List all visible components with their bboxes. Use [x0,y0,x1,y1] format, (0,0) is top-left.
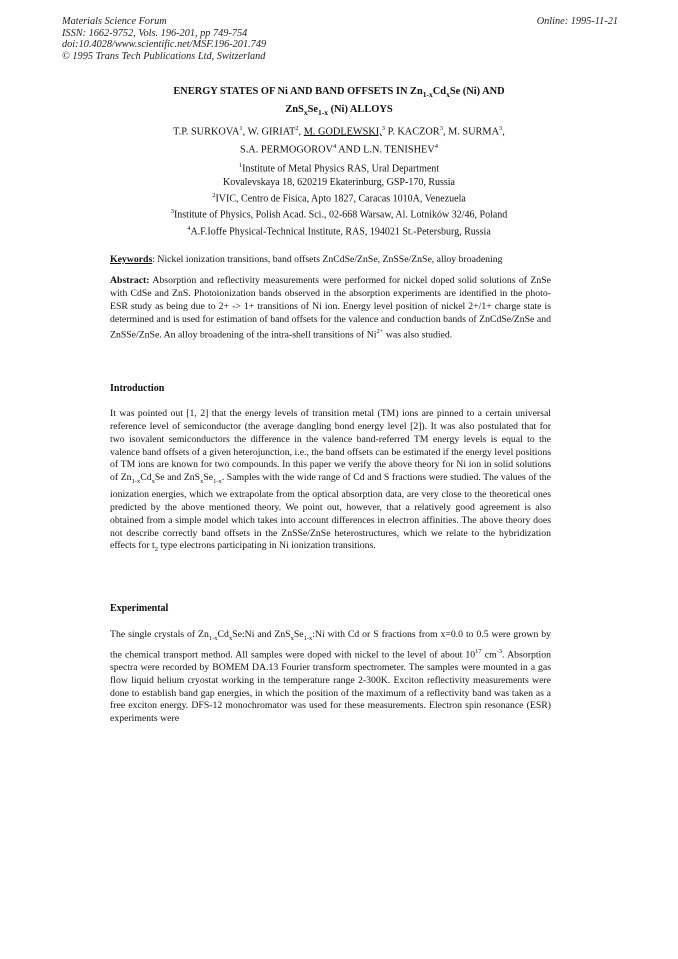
abstract-text: Absorption and reflectivity measurements were performed for nickel doped solid solutions of ZnSe with CdSe and ZnS. Photoionization bands observed in the absorption experiments are identified in the photo-ESR study as being due to 2+ -> 1+ transitions of Ni ion. Energy level position of nickel 2+/1+ charge state is determined and is used for estimation of band offsets for the valence and conduction bands of ZnCdSe/ZnSe and ZnSSe/ZnSe. An alloy broadening of the intra-shell transitions of Ni [110,275,551,341]
journal-name: Materials Science Forum [62,16,167,27]
author: P. KACZOR [387,126,440,138]
author-corresponding: M. GODLEWSKI, [303,126,382,138]
author: M. SURMA [448,126,500,138]
copyright-line: © 1995 Trans Tech Publications Ltd, Switzerland [62,50,266,62]
experimental-paragraph: The single crystals of $Zn_{1-x}Cd_xSe:Ni$ and $ZnS_xSe_{1-x}:Ni$ with Cd or S fractions from x=0.0 to 0.5 were grown by the chemical transport method. All samples were doped with nickel to the level of about $10^{17}$ $cm^{-3}$. Absorption spectra were recorded by BOMEM DA.13 Fourier transform spectrometer. The samples were mounted in a gas flow liquid helium cryostat working in the temperature range 2-300K. Exciton reflectivity measurements were done to establish band gap energies, in which the position of the maximum of a reflectivity band was taken as a free exciton energy. DFS-12 monochromator was used for these measurements. Electron spin resonance (ESR) experiments were [110,629,552,725]
author: T.P. SURKOVA [173,126,240,138]
abstract: Abstract: Absorption and reflectivity measurements were performed for nickel doped solid solutions of ZnSe with CdSe and ZnS. Photoionization bands observed in the absorption experiments are identified in the photo-ESR study as being due to 2+ -> 1+ transitions of Ni ion. Energy level position of nickel 2+/1+ charge state is determined and is used for estimation of band offsets for the valence and conduction bands of ZnCdSe/ZnSe and ZnSSe/ZnSe. An alloy broadening of the intra-shell transitions of $Ni^{2+}$ was also studied. [110,275,551,341]
affiliation-address: Kovalevskaya 18, 620219 Ekaterinburg, GSP-170, Russia [222,176,455,188]
affiliation: $^3$Institute of Physics, Polish Acad. Sci., 02-668 Warsaw, Al. Lotników 32/46, Poland [170,208,508,221]
affiliation: $^1$Institute of Metal Physics RAS, Ural Department [238,162,440,175]
section-heading-introduction: Introduction [110,383,165,394]
online-date: Online: 1995-11-21 [536,16,618,27]
introduction-paragraph: It was pointed out [1, 2] that the energy levels of transition metal (TM) ions are pinned to a certain universal reference level of semiconductor (the average dangling bond energy level [2]). It was also postulated that for two isovalent semiconductors the difference in the valence band-referred TM energy levels is equal to the valence band offsets of a given heterojunction, i.e., the band offsets can be estimated if the energy level positions of TM ions are known for two compounds. In this paper we verify the above theory for Ni ion in solid solutions of $Zn_{1-x}Cd_xSe$ and $ZnS_xSe_{1-x}$. Samples with the wide range of Cd and S fractions were studied. The values of the ionization energies, which we extrapolate from the optical absorption data, are very close to the theoretical ones predicted by the above mentioned theory. We point out, however, that a relatively good agreement is also obtained from a simple model which takes into account differences in electron affinities. The above theory does not describe correctly band offsets in the ZnSSe/ZnSe heterostructures, which we relate to the hybridization effects for $t_2$ type electrons participating in Ni ionization transitions. [110,408,552,554]
author: S.A. PERMOGOROV [240,144,333,156]
section-heading-experimental: Experimental [110,603,169,614]
author: W. GIRIAT [247,126,296,138]
doi-link[interactable]: doi:10.4028/www.scientific.net/MSF.196-201.749 [62,39,267,51]
abstract-label: Abstract: [110,275,150,286]
author-list: T.P. SURKOVA$^1$, W. GIRIAT$^2$, M. GODLEWSKI,$^3$ P. KACZOR$^3$, M. SURMA$^3$, S.A. PERMOGOROV$^4$ AND L.N. TENISHEV$^4$ [173,125,505,156]
issn-line: ISSN: 1662-9752, Vols. 196-201, pp 749-754 [62,27,248,39]
keywords-label: Keywords [110,254,153,265]
affiliation: $^2$IVIC, Centro de Fisica, Apto 1827, Caracas 1010A, Venezuela [212,191,466,205]
journal-header [62,16,266,62]
author: L.N. TENISHEV [363,144,435,156]
affiliation-list [60,159,618,238]
paper-title: ENERGY STATES OF Ni AND BAND OFFSETS IN $Zn_{1-x}Cd_xSe$ (Ni) AND $ZnS_xSe_{1-x}$ (Ni) ALLOYS [173,86,505,118]
keywords-text: : Nickel ionization transitions, band offsets ZnCdSe/ZnSe, ZnSSe/ZnSe, alloy broadening [152,254,503,265]
affiliation: $^4$A.F.Ioffe Physical-Technical Institute, RAS, 194021 St.-Petersburg, Russia [187,224,491,238]
keywords [110,254,551,267]
